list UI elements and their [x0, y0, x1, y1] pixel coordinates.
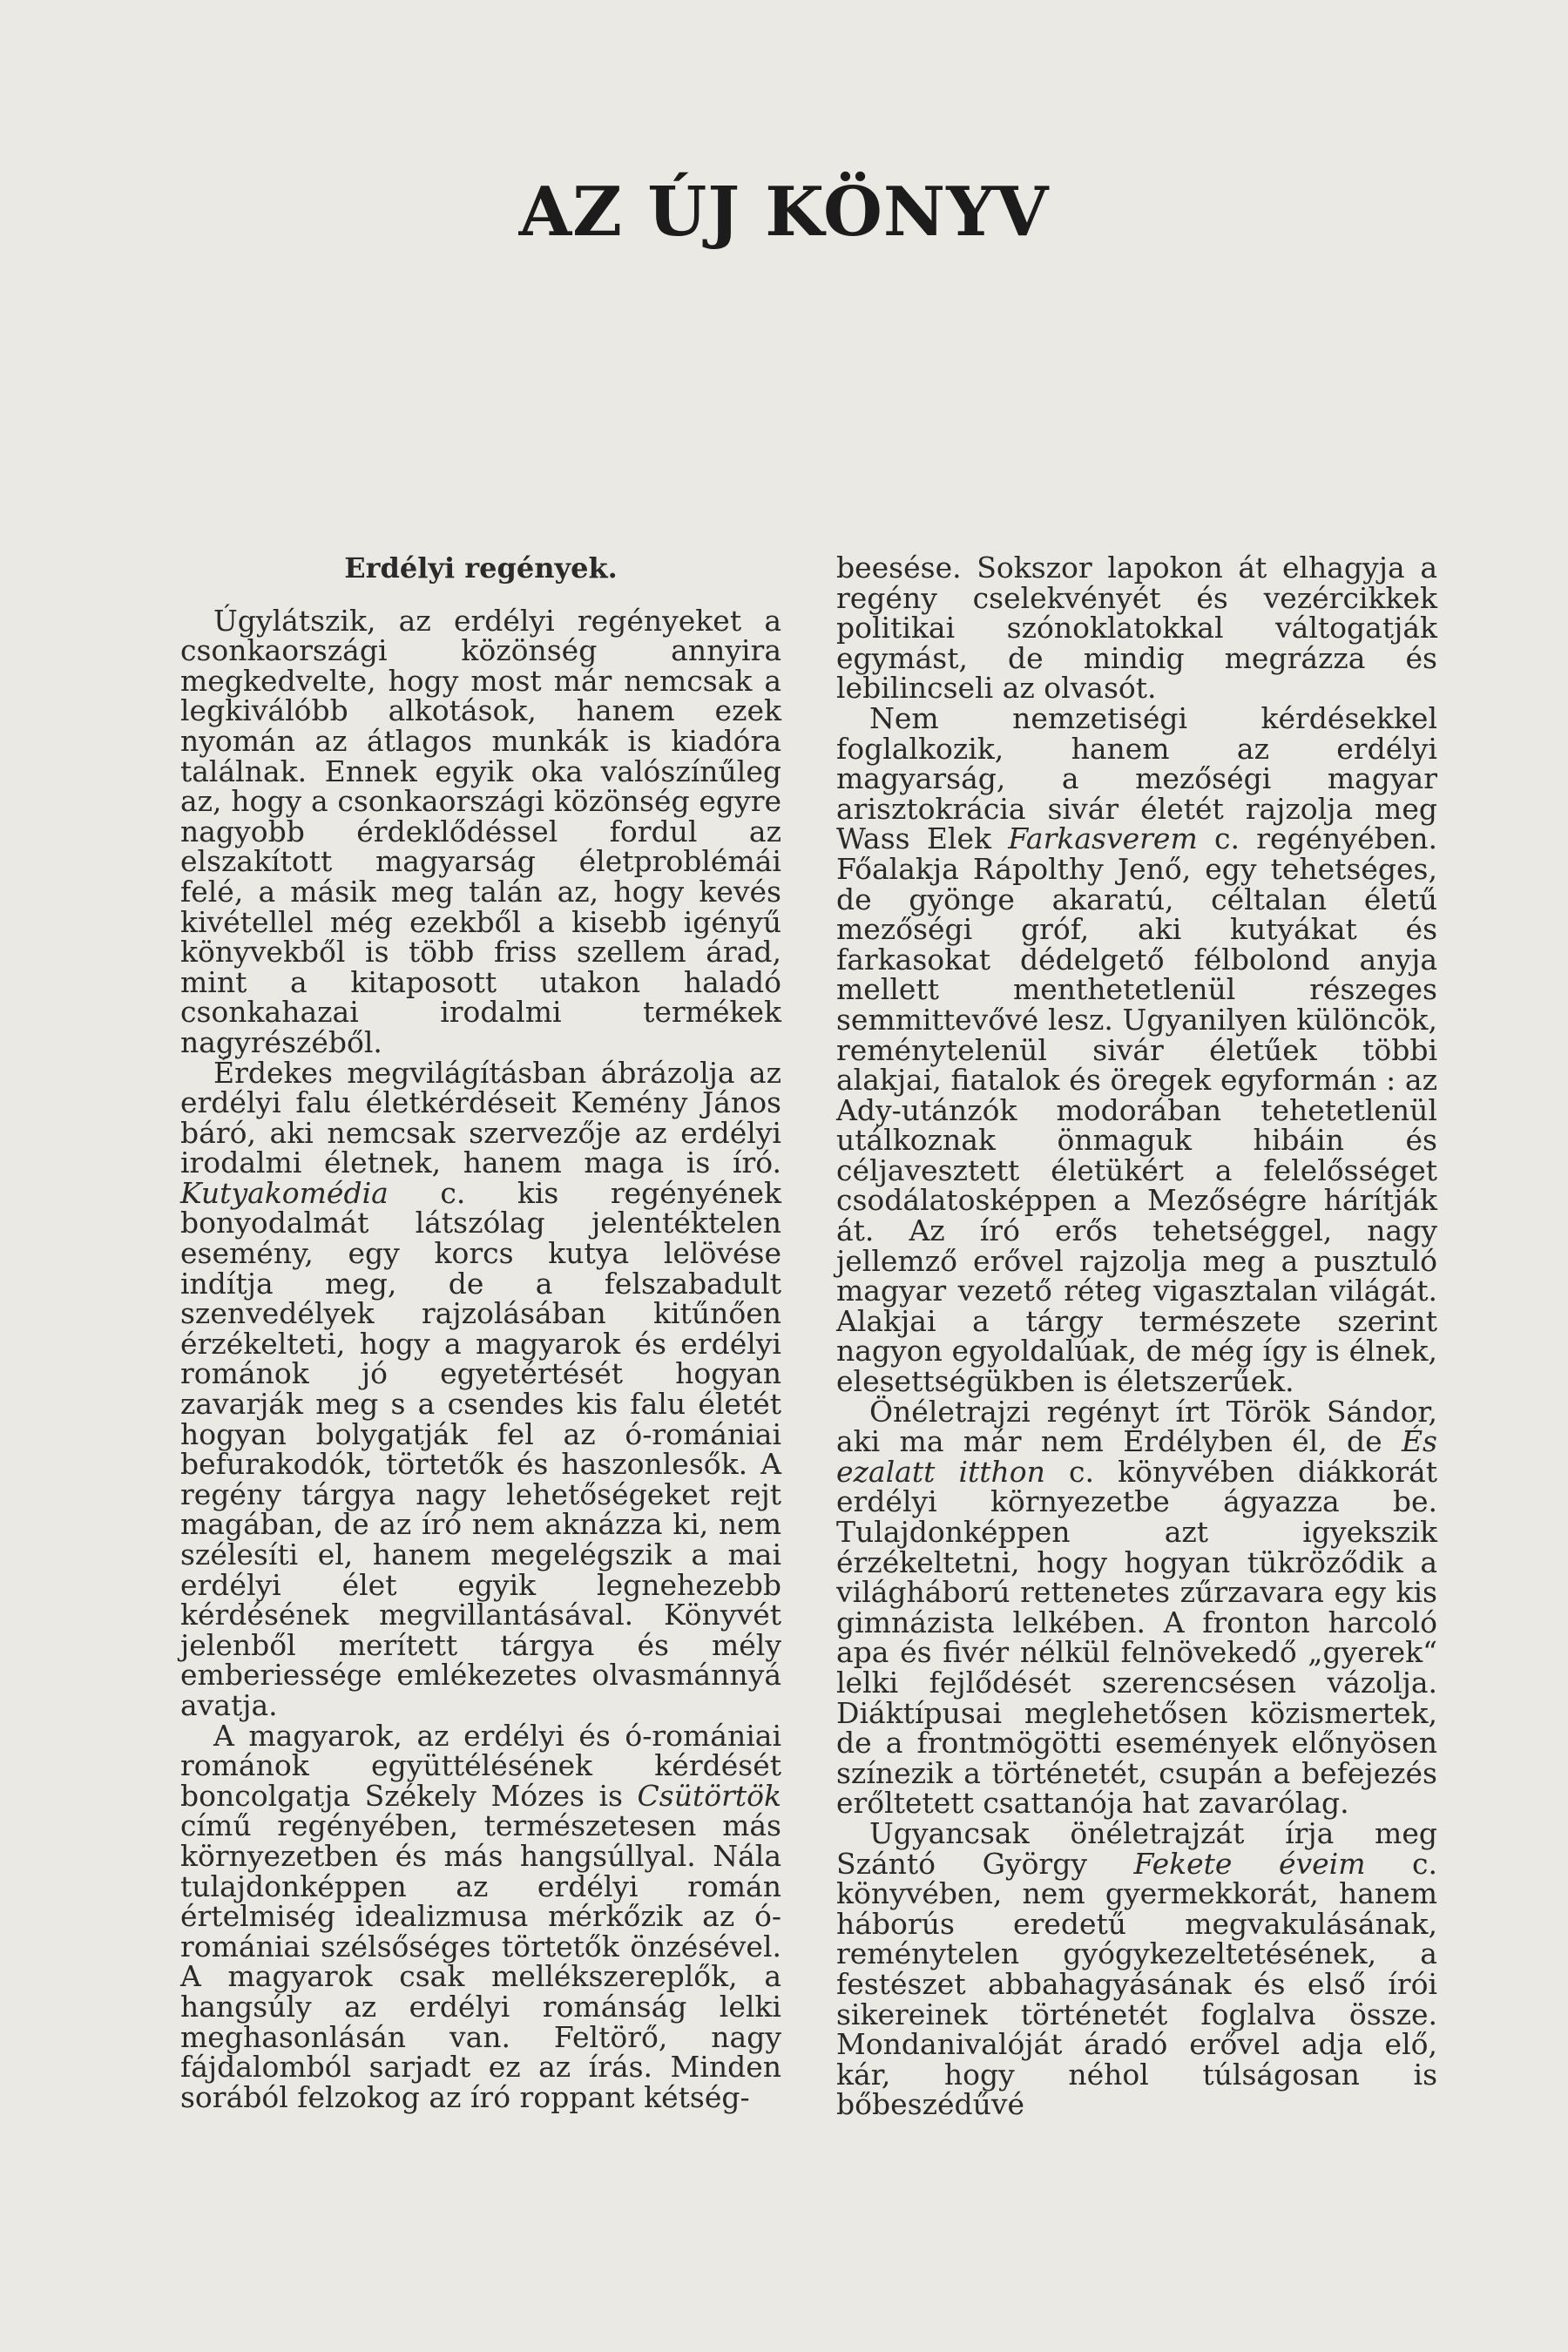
- book-title: És ezalatt itthon: [836, 1424, 1437, 1489]
- paragraph: Úgylátszik, az erdélyi regényeket a csonkaországi közönség annyira megkedvelte, hogy most már nemcsak a legkiválóbb alkotások, hanem ezek nyomán az átlagos munkák is kiadóra találnak. Ennek egyik oka valószínűleg az, hogy a csonkaországi közönség egyre nagyobb érdeklődéssel fordul az elszakított magyarság életproblémái felé, a másik meg talán az, hogy kevés kivétellel még ezekből a kisebb igényű könyvekből is több friss szellem árad, mint a kitaposott utakon haladó csonkahazai irodalmi termékek nagyrészéből.: [180, 603, 781, 1059]
- section-heading: Erdélyi regények.: [344, 551, 618, 585]
- book-title: Csütörtök: [637, 1778, 781, 1813]
- left-column: [180, 553, 781, 2112]
- page-title: AZ ÚJ KÖNYV: [518, 172, 1050, 252]
- paragraph: beesése. Sokszor lapokon át elhagyja a regény cselekvényét és vezércikkek politikai szónoklatokkal váltogatják egymást, de mindig megrázza és lebilincseli az olvasót.: [836, 551, 1437, 706]
- book-title: Kutyakomédia: [180, 1175, 389, 1210]
- paragraph: Önéletrajzi regényt írt Török Sándor, aki ma már nem Erdélyben él, de És ezalatt itthon c. könyvében diákkorát erdélyi környezetbe ágyazza be. Tulajdonképpen azt igyekszik érzékeltetni, hogy hogyan tükröződik a világháború rettenetes zűrzavara egy kis gimnázista lelkében. A fronton harcoló apa és fivér nélkül felnövekedő „gyerek“ lelki fejlődését szerencsésen vázolja. Diáktípusai meglehetősen közismertek, de a frontmögötti események előnyösen színezik a történetét, csupán a befejezés erőltetett csattanója hat zavarólag.: [836, 1394, 1437, 1821]
- book-title: Farkasverem: [1008, 821, 1198, 856]
- paragraph: A magyarok, az erdélyi és ó-romániai románok együttélésének kérdését boncolgatja Székely Mózes is Csütörtök című regényében, természetesen más környezetben és más hangsúllyal. Nála tulajdonképpen az erdélyi román értelmiség idealizmusa mérkőzik az ó-romániai szélsőséges törtetők önzésével. A magyarok csak mellékszereplők, a hangsúly az erdélyi románság lelki meghasonlásán van. Feltörő, nagy fájdalomból sarjadt ez az írás. Minden sorából felzokog az író roppant kétség-: [180, 1718, 781, 2114]
- paragraph: Érdekes megvilágításban ábrázolja az erdélyi falu életkérdéseit Kemény János báró, aki nemcsak szervezője az erdélyi irodalmi életnek, hanem maga is író. Kutyakomédia c. kis regényének bonyodalmát látszólag jelentéktelen esemény, egy korcs kutya lelövése indítja meg, de a felszabadult szenvedélyek rajzolásában kitűnően érzékelteti, hogy a magyarok és erdélyi románok jó egyetértését hogyan zavarják meg s a csendes kis falu életét hogyan bolygatják fel az ó-romániai befurakodók, törtetők és haszonlesők. A regény tárgya nagy lehetőségeket rejt magában, de az író nem aknázza ki, nem szélesíti el, hanem megelégszik a mai erdélyi élet egyik legnehezebb kérdésének megvillantásával. Könyvét jelenből merített tárgya és mély emberiessége emlékezetes olvasmánnyá avatja.: [180, 1055, 781, 1722]
- right-column: [836, 553, 1437, 2120]
- book-title: Fekete éveim: [1133, 1846, 1366, 1881]
- paragraph: Nem nemzetiségi kérdésekkel foglalkozik, hanem az erdélyi magyarság, a mezőségi magyar arisztokrácia sivár életét rajzolja meg Wass Elek Farkasverem c. regényében. Főalakja Rápolthy Jenő, egy tehetséges, de gyönge akaratú, céltalan életű mezőségi gróf, aki kutyákat és farkasokat dédelgető félbolond anyja mellett menthetetlenül részeges semmittevővé lesz. Ugyanilyen különcök, reménytelenül sivár életűek többi alakjai, fiatalok és öregek egyformán : az Ady-utánzók modorában tehetetlenül utálkoznak önmaguk hibáin és céljavesztett életükért a felelősséget csodálatosképpen a Mezőségre hárítják át. Az író erős tehetséggel, nagy jellemző erővel rajzolja meg a pusztuló magyar vezető réteg vigasztalan világát. Alakjai a tárgy természete szerint nagyon egyoldalúak, de még így is élnek, elesettségükben is életszerűek.: [836, 700, 1437, 1399]
- paragraph: Ugyancsak önéletrajzát írja meg Szántó György Fekete éveim c. könyvében, nem gyermekkorát, hanem háborús eredetű megvakulásának, reménytelen gyógykezeltetésének, a festészet abbahagyásának és első írói sikereinek történetét foglalva össze. Mondanivalóját áradó erővel adja elő, kár, hogy néhol túlságosan is bőbeszédűvé: [836, 1815, 1437, 2122]
